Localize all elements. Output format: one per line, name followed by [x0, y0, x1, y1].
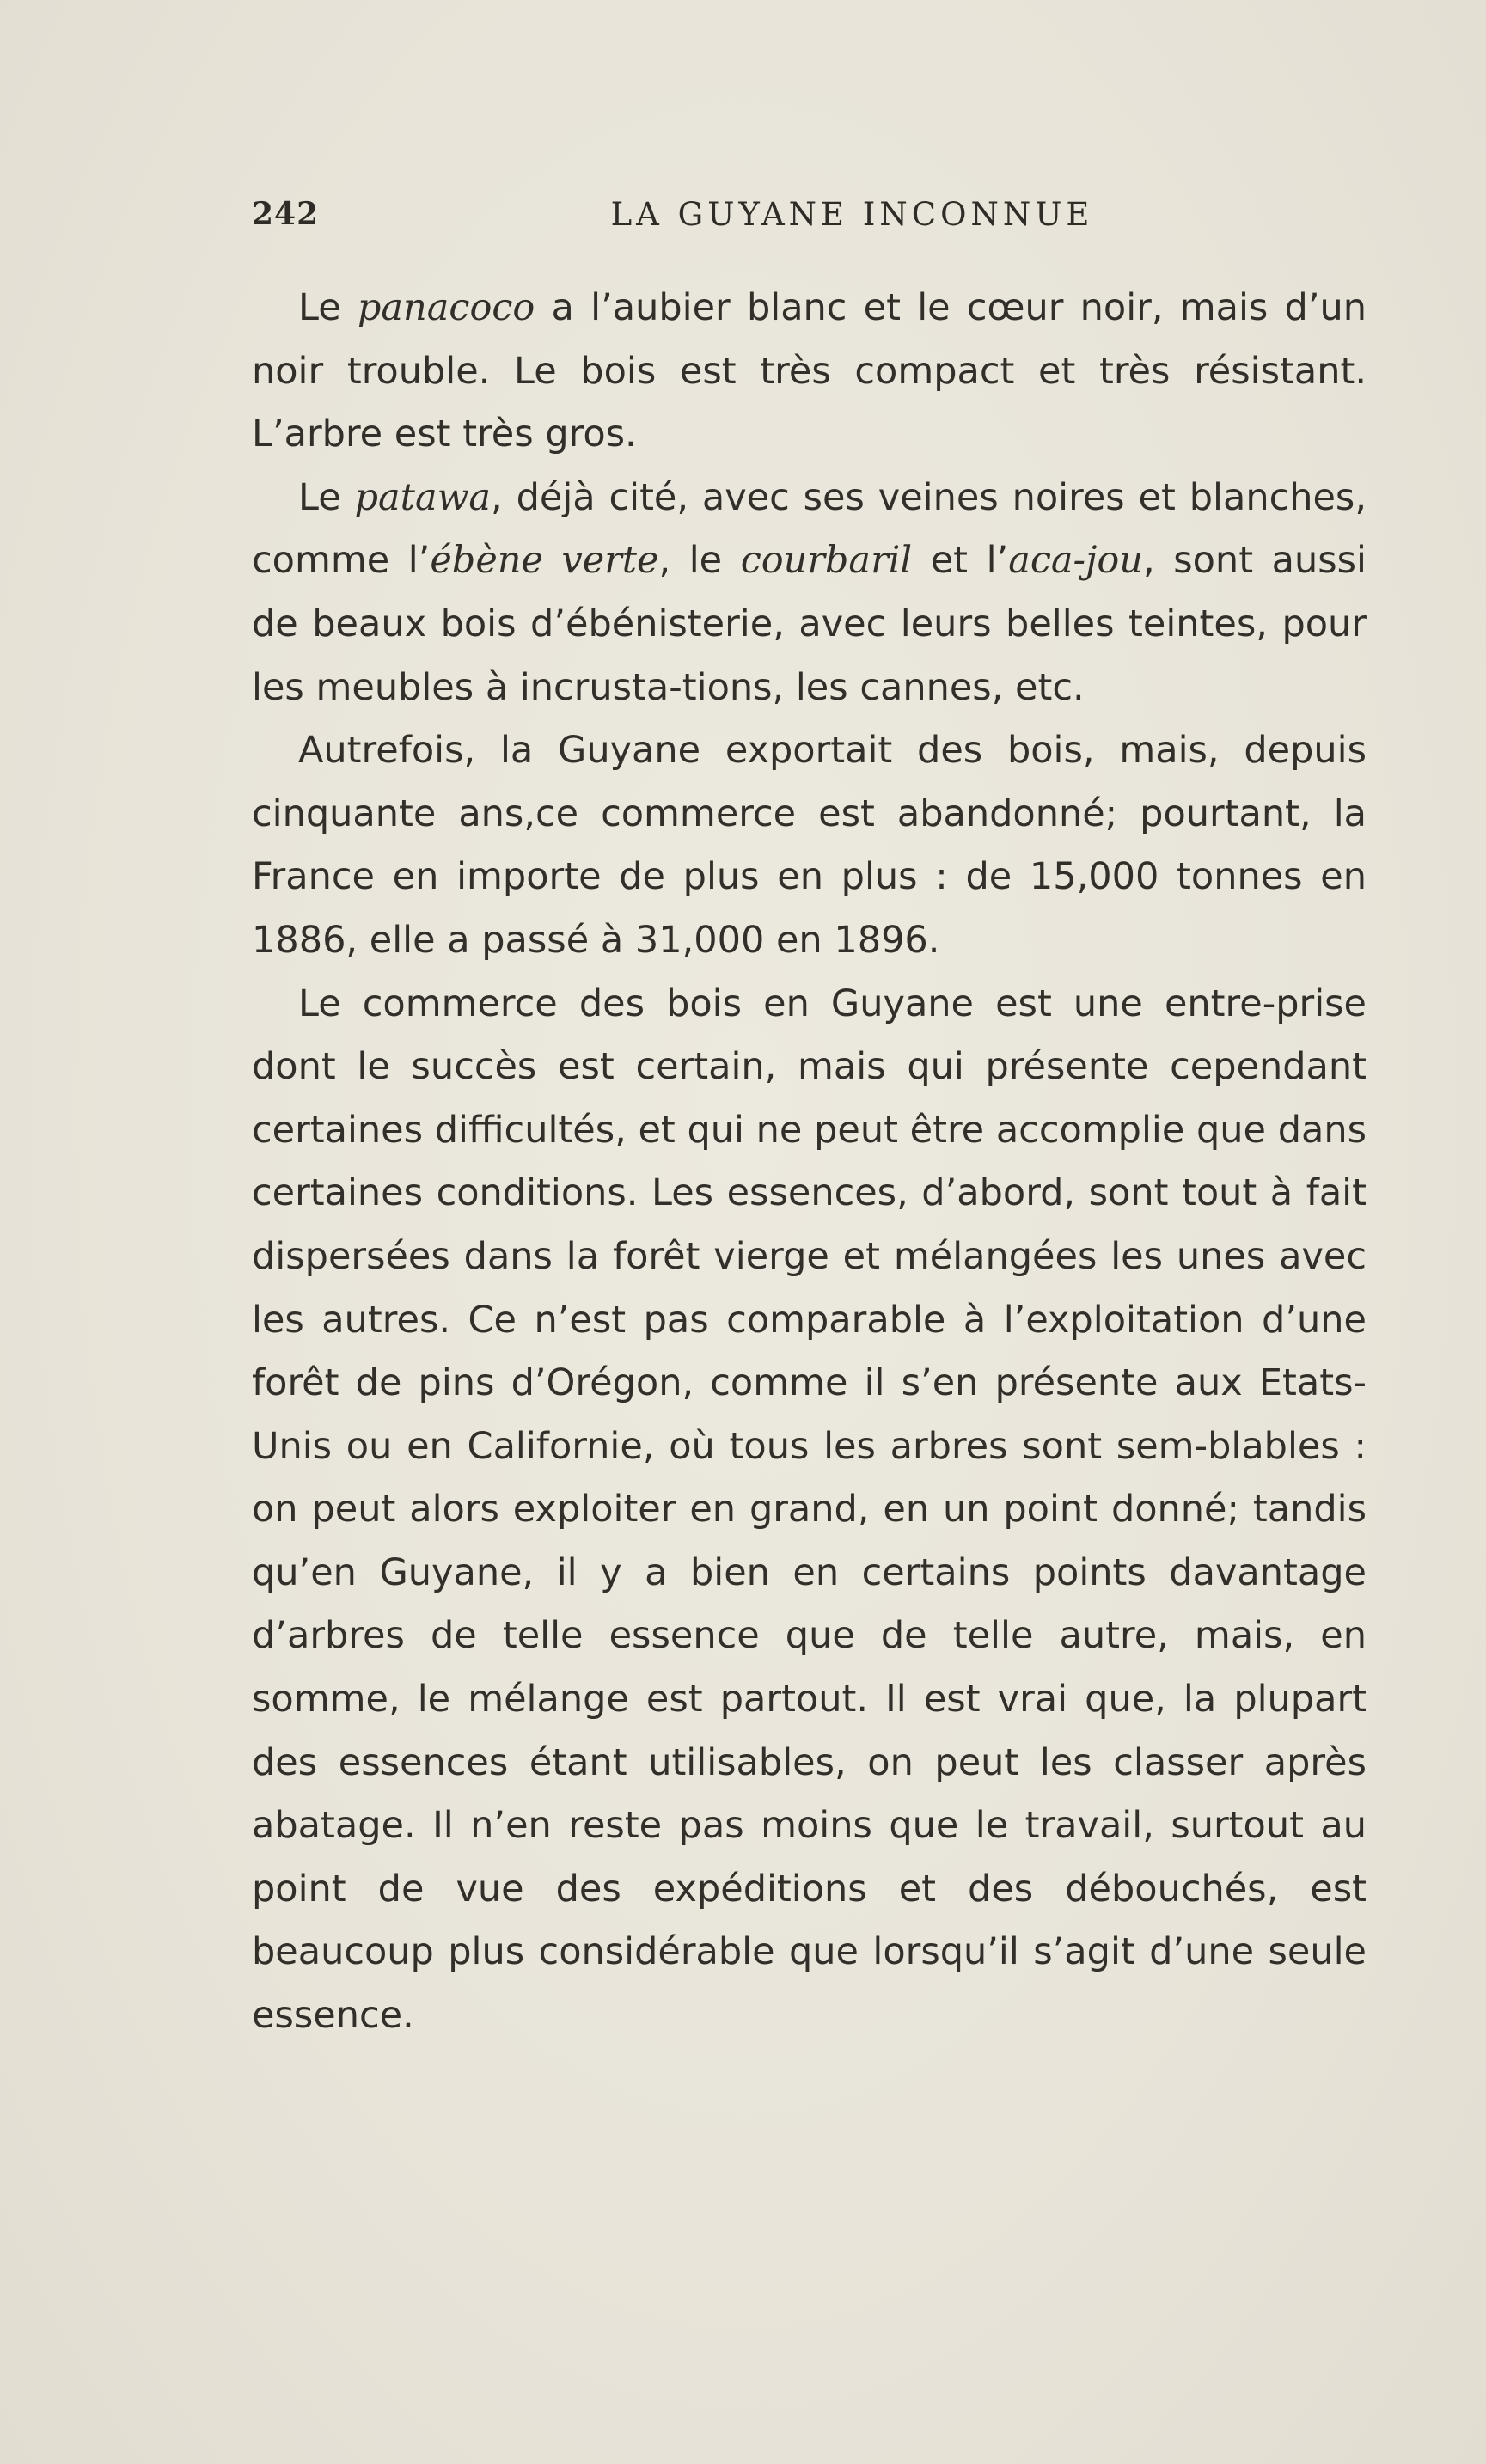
italic-term: ébène verte: [430, 539, 659, 583]
paragraph: [252, 719, 1367, 972]
text-run: Le commerce des bois en Guyane est une entre-prise dont le succès est certain, mais qui présente cependant certaines difficultés, et qui ne peut être accomplie que dans certaines conditions. Les essences, d’abord, sont tout à fait dispersées dans la forêt vierge et mélangées les unes avec les autres. Ce n’est pas comparable à l’exploitation d’une forêt de pins d’Orégon, comme il s’en présente aux Etats-Unis ou en Californie, où tous les arbres sont sem-blables : on peut alors exploiter en grand, en un point donné; tandis qu’en Guyane, il y a bien en certains points davantage d’arbres de telle essence que de telle autre, mais, en somme, le mélange est partout. Il est vrai que, la plupart des essences étant utilisables, on peut les classer après abatage. Il n’en reste pas moins que le travail, surtout au point de vue des expéditions et des débouchés, est beaucoup plus considérable que lorsqu’il s’agit d’une seule essence.: [252, 981, 1367, 2038]
text-run: Autrefois, la Guyane exportait des bois, mais, depuis cinquante ans,ce commerce est abandonné; pourtant, la France en importe de plus en plus : de 15,000 tonnes en 1886, elle a passé à 31,000 en 1896.: [252, 729, 1367, 962]
page-title: LA GUYANE INCONNUE: [610, 196, 1094, 233]
paragraph: [252, 467, 1367, 719]
text-run: et l’: [912, 539, 1009, 583]
paragraph: [252, 277, 1367, 467]
text-run: , déjà cité, avec ses veines noires et blanches, comme l’: [252, 475, 1367, 583]
paragraph: [252, 973, 1367, 2048]
text-run: Le: [298, 475, 355, 519]
page-number: 242: [252, 196, 320, 232]
italic-term: courbaril: [740, 539, 913, 583]
text-run: a l’aubier blanc et le cœur noir, mais d’un noir trouble. Le bois est très compact et très résistant. L’arbre est très gros.: [252, 286, 1367, 456]
text-run: Le: [298, 286, 358, 329]
body-text: [252, 277, 1367, 2048]
text-run: , le: [658, 539, 741, 583]
running-head: [252, 196, 1367, 248]
italic-term: patawa: [354, 475, 492, 519]
italic-term: panacoco: [357, 286, 535, 329]
italic-term: aca-jou: [1008, 539, 1143, 583]
text-run: , sont aussi de beaux bois d’ébénisterie, avec leurs belles teintes, pour les meubles à incrusta-tions, les cannes, etc.: [252, 539, 1367, 709]
